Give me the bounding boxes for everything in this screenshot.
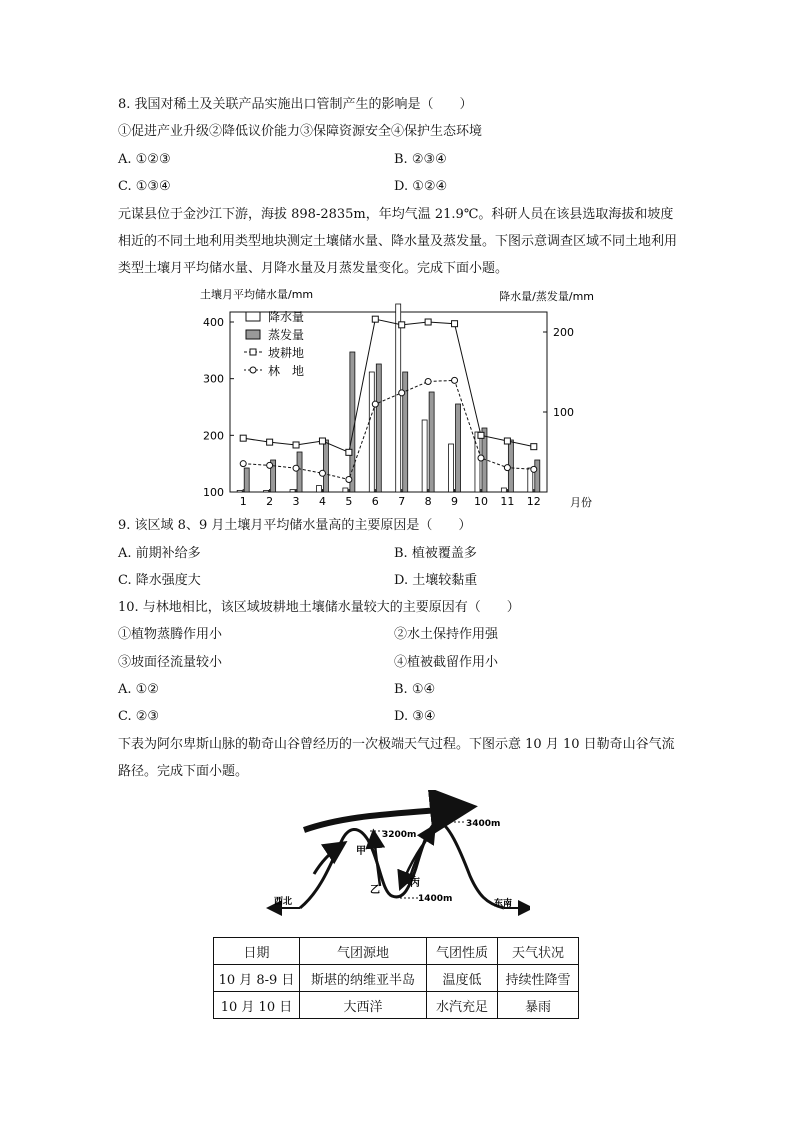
slope-farmland-point	[478, 432, 484, 438]
legend-label: 蒸发量	[268, 328, 305, 342]
forest-point	[531, 466, 537, 472]
slope-farmland-point	[293, 442, 299, 448]
evaporation-bar	[244, 468, 249, 492]
q10-statement-2: ②水土保持作用强	[394, 627, 499, 642]
q8-option-d[interactable]: D. ①②④	[394, 179, 448, 194]
precipitation-bar	[316, 486, 321, 492]
x-tick-label: 3	[292, 495, 300, 508]
q10-option-d[interactable]: D. ③④	[394, 709, 436, 724]
left-tick-label: 400	[203, 316, 224, 329]
precipitation-bar	[422, 420, 427, 492]
precipitation-bar	[501, 488, 506, 492]
right-tick-label: 200	[553, 326, 574, 339]
forest-point	[399, 390, 405, 396]
legend-marker-forest	[250, 367, 256, 373]
x-tick-label: 9	[451, 495, 459, 508]
x-tick-label: 11	[500, 495, 515, 508]
valley-elevation: 1400m	[418, 894, 453, 904]
forest-point	[478, 455, 484, 461]
forest-point	[319, 470, 325, 476]
label-jia: 甲	[356, 846, 366, 857]
forest-point	[452, 377, 458, 383]
precipitation-bar	[396, 304, 401, 492]
q9-option-c[interactable]: C. 降水强度大	[118, 573, 201, 588]
left-tick-label: 300	[203, 372, 224, 386]
q10-stem: 10. 与林地相比，该区域坡耕地土壤储水量较大的主要原因有（ ）	[118, 600, 520, 615]
slope-farmland-point	[504, 438, 510, 444]
x-tick-label: 1	[239, 495, 247, 508]
forest-point	[267, 462, 273, 468]
precipitation-bar	[369, 372, 374, 492]
x-tick-label: 5	[345, 495, 353, 508]
forest-point	[240, 461, 246, 467]
legend-swatch-precipitation	[246, 312, 260, 321]
evaporation-bar	[456, 404, 461, 492]
x-tick-label: 6	[371, 495, 379, 508]
forest-point	[346, 477, 352, 483]
direction-northwest: 西北	[274, 897, 293, 907]
peak-left-elevation: 3200m	[382, 830, 417, 840]
x-axis-label: 月份	[570, 496, 592, 509]
slope-farmland-point	[319, 438, 325, 444]
legend-label: 降水量	[268, 310, 305, 324]
slope-farmland-point	[372, 316, 378, 322]
slope-farmland-point	[267, 439, 273, 445]
right-axis-label: 降水量/蒸发量/mm	[499, 290, 594, 303]
legend-label: 坡耕地	[268, 346, 305, 360]
x-tick-label: 8	[424, 495, 432, 508]
q9-option-a[interactable]: A. 前期补给多	[118, 546, 201, 561]
table-cell: 温度低	[427, 965, 498, 992]
q10-statement-3: ③坡面径流量较小	[118, 655, 223, 670]
x-tick-label: 7	[398, 495, 406, 508]
q9-option-b[interactable]: B. 植被覆盖多	[394, 546, 477, 561]
q10-option-b[interactable]: B. ①④	[394, 682, 436, 697]
q10-option-a[interactable]: A. ①②	[118, 682, 159, 697]
q8-option-a[interactable]: A. ①②③	[118, 152, 171, 167]
x-tick-label: 4	[318, 495, 326, 508]
table-cell: 大西洋	[300, 992, 427, 1019]
slope-farmland-point	[346, 449, 352, 455]
table-cell: 斯堪的纳维亚半岛	[300, 965, 427, 992]
precipitation-bar	[264, 490, 269, 492]
table-header: 气团源地	[300, 938, 427, 965]
evaporation-bar	[297, 452, 302, 492]
forest-line	[243, 380, 534, 479]
slope-farmland-point	[399, 322, 405, 328]
table-cell: 持续性降雪	[498, 965, 579, 992]
table-cell: 10 月 10 日	[214, 992, 300, 1019]
slope-farmland-point	[425, 319, 431, 325]
x-tick-label: 12	[526, 495, 541, 508]
chart-legend	[244, 309, 304, 378]
q10-statement-4: ④植被截留作用小	[394, 655, 499, 670]
precipitation-bar	[475, 432, 480, 492]
left-tick-label: 200	[203, 429, 224, 443]
q8-option-b[interactable]: B. ②③④	[394, 152, 447, 167]
table-header: 气团性质	[427, 938, 498, 965]
x-tick-label: 10	[473, 495, 488, 508]
valley-rising-arrow	[374, 836, 380, 886]
precipitation-bar	[449, 444, 454, 492]
table-header: 日期	[214, 938, 300, 965]
table-cell: 暴雨	[498, 992, 579, 1019]
slope-farmland-point	[452, 321, 458, 327]
upper-airflow-arrow	[304, 808, 460, 830]
table-header: 天气状况	[498, 938, 579, 965]
chart-axes	[203, 312, 574, 508]
forest-point	[372, 401, 378, 407]
table-row	[214, 992, 579, 1019]
label-yi: 乙	[370, 885, 380, 896]
q8-option-c[interactable]: C. ①③④	[118, 179, 171, 194]
x-tick-label: 2	[266, 495, 274, 508]
soil-water-chart	[190, 282, 610, 514]
forest-point	[504, 465, 510, 471]
left-tick-label: 100	[203, 486, 224, 499]
table-cell: 水汽充足	[427, 992, 498, 1019]
right-tick-label: 100	[553, 406, 574, 419]
valley-airflow-diagram	[260, 790, 530, 920]
legend-swatch-evaporation	[246, 330, 260, 339]
precipitation-bar	[290, 490, 295, 492]
q10-statement-1: ①植物蒸腾作用小	[118, 627, 223, 642]
label-bing: 丙	[410, 878, 420, 889]
passage-yuanmou: 元谋县位于金沙江下游，海拔 898-2835m，年均气温 21.9℃。科研人员在该县选取海拔和坡度相近的不同土地利用类型地块测定土壤储水量、降水量及蒸发量。下图示意调查区域不同土地利用类型土壤月平均储水量、月降水量及月蒸发量变化。完成下面小题。	[118, 207, 678, 276]
slope-farmland-point	[531, 444, 537, 450]
evaporation-bar	[376, 364, 381, 492]
forest-point	[425, 379, 431, 385]
left-axis-label: 土壤月平均储水量/mm	[200, 288, 314, 301]
slope-farmland-point	[240, 435, 246, 441]
precipitation-bar	[237, 490, 242, 492]
table-header-row	[214, 938, 579, 965]
passage-lotschental: 下表为阿尔卑斯山脉的勒奇山谷曾经历的一次极端天气过程。下图示意 10 月 10 日勒奇山谷气流路径。完成下面小题。	[118, 737, 675, 779]
precipitation-bar	[343, 488, 348, 492]
direction-southeast: 东南	[494, 899, 513, 909]
q9-option-d[interactable]: D. 土壤较黏重	[394, 573, 478, 588]
legend-label: 林 地	[268, 364, 305, 378]
evaporation-bar	[535, 460, 540, 492]
evaporation-bar	[429, 392, 434, 492]
q10-option-c[interactable]: C. ②③	[118, 709, 160, 724]
q8-statements: ①促进产业升级②降低议价能力③保障资源安全④保护生态环境	[118, 124, 483, 139]
q9-stem: 9. 该区域 8、9 月土壤月平均储水量高的主要原因是（ ）	[118, 518, 472, 533]
weather-table	[213, 937, 579, 1019]
table-cell: 10 月 8-9 日	[214, 965, 300, 992]
forest-point	[293, 465, 299, 471]
q8-stem: 8. 我国对稀土及关联产品实施出口管制产生的影响是（ ）	[118, 97, 473, 112]
peak-right-elevation: 3400m	[466, 819, 501, 829]
evaporation-bar	[323, 440, 328, 492]
legend-marker-farmland	[250, 349, 256, 355]
table-row	[214, 965, 579, 992]
